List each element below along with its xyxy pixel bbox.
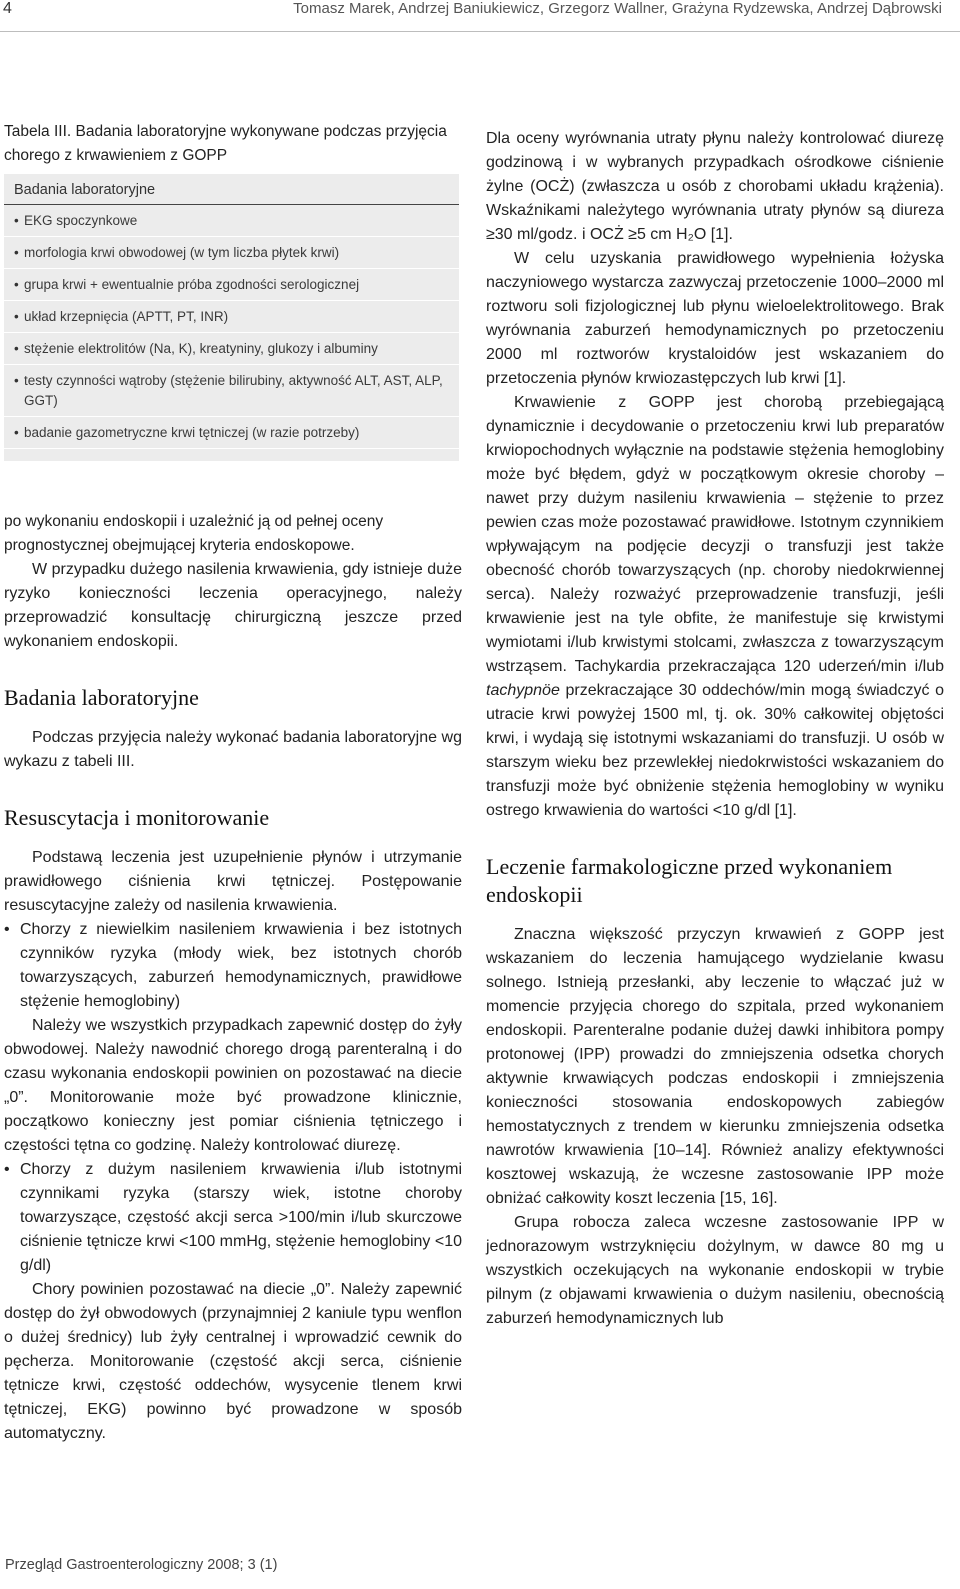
- paragraph: [486, 391, 944, 823]
- paragraph: Chory powinien pozostawać na diecie „0”. Należy zapewnić dostęp do żył obwodowych (przynajmniej 2 kaniule typu wenflon o dużej średnicy) lub żyły centralnej i wprowadzić cewnik do pęcherza. Monitorowanie (częstość akcji serca, ciśnienie tętnicze krwi, częstość oddechów, wysycenie tlenem krwi tętniczej, EKG) powinno być prowadzone w sposób automatyczny.: [4, 1281, 462, 1442]
- table-caption: Tabela III. Badania laboratoryjne wykonywane podczas przyjęcia chorego z krwawieniem z GOPP: [4, 123, 447, 164]
- right-column: [486, 127, 944, 1331]
- paragraph: W celu uzyskania prawidłowego wypełnienia łożyska naczyniowego wystarcza zazwyczaj przetoczenie 1000–2000 ml roztworu soli fizjologicznej lub płynu wieloelektrolitowego. Brak wyrównania zaburzeń hemodynamicznych po przetoczeniu 2000 ml roztworów krystaloidów jest wskazaniem do przetoczenia płynów krwiozastępczych lub krwi [1].: [486, 250, 944, 387]
- table-row: • testy czynności wątroby (stężenie bilirubiny, aktywność ALT, AST, ALP, GGT): [4, 365, 459, 417]
- paragraph: Znaczna większość przyczyn krwawień z GOPP jest wskazaniem do leczenia hamującego wydzielanie kwasu solnego. Istnieją przesłanki, aby leczenie to włączać już w momencie przyjęcia chorego do szpitala, przed wykonaniem endoskopii. Parenteralne podanie dużej dawki inhibitora pompy protonowej (IPP) prowadzi do zmniejszenia odsetka chorych aktywnie krwawiących podczas endoskopii i zmniejszenia konieczności stosowania endoskopowych zabiegów hemostatycznych z trendem w kierunku zmniejszenia odsetka nawrotów krwawienia [10–14]. Również analizy efektywności kosztowej wskazują, że wczesne zastosowanie IPP może obniżać całkowity koszt leczenia [15, 16].: [486, 926, 944, 1207]
- lab-tests-table: [4, 174, 459, 461]
- paragraph-text: Krwawienie z GOPP jest chorobą przebiegającą dynamicznie i decydowanie o przetoczeniu krwi lub preparatów krwiopochodnych wyłącznie na podstawie stężenia hemoglobiny może być błędem, gdyż w początkowym okresie choroby – nawet przy dużym nasileniu krwawienia – stężenie to przez pewien czas może pozostawać prawidłowe. Istotnym czynnikiem wpływającym na podjęcie decyzji o transfuzji jest także obecność chorób towarzyszących (np. choroby niedokrwiennej serca). Należy rozważyć przeprowadzenie transfuzji, jeśli krwawienie jest na tyle obfite, że manifestuje się krwistymi wymiotami i/lub krwistymi stolcami, zwłaszcza z towarzyszącym wstrząsem. Tachykardia przekraczająca 120 uderzeń/min i/lub: [486, 394, 944, 675]
- section-heading-pharmacological: Leczenie farmakologiczne przed wykonaniem endoskopii: [486, 854, 893, 907]
- left-column: [4, 120, 462, 1446]
- continued-paragraph: po wykonaniu endoskopii i uzależnić ją od pełnej oceny prognostycznej obejmującej kryteria endoskopowe.: [4, 513, 384, 554]
- table-heading: Badania laboratoryjne: [4, 174, 459, 205]
- header-rule: [0, 31, 960, 32]
- section-heading-lab-tests: Badania laboratoryjne: [4, 685, 199, 710]
- table-row: • morfologia krwi obwodowej (w tym liczba płytek krwi): [4, 237, 459, 269]
- running-header: [0, 0, 960, 34]
- journal-footer: Przegląd Gastroenterologiczny 2008; 3 (1): [5, 1557, 278, 1573]
- bullet-item: • Chorzy z niewielkim nasileniem krwawienia i bez istotnych czynników ryzyka (młody wiek, bez istotnych chorób towarzyszących, zaburzeń hemodynamicznych, prawidłowe stężenie hemoglobiny): [4, 918, 462, 1014]
- italic-term: tachypnöe: [486, 682, 560, 699]
- paragraph: Podczas przyjęcia należy wykonać badania laboratoryjne wg wykazu z tabeli III.: [4, 729, 462, 770]
- paragraph: Grupa robocza zaleca wczesne zastosowanie IPP w jednorazowym wstrzyknięciu dożylnym, w dawce 80 mg u wszystkich oczekujących na wykonanie endoskopii w trybie pilnym (z objawami krwawienia o dużym nasileniu, obecnością zaburzeń hemodynamicznych lub: [486, 1214, 944, 1327]
- page-number: 4: [3, 0, 12, 17]
- paragraph: Podstawą leczenia jest uzupełnienie płynów i utrzymanie prawidłowego ciśnienia krwi tętniczej. Postępowanie resuscytacyjne zależy od nasilenia krwawienia.: [4, 849, 462, 914]
- paragraph-text: przekraczające 30 oddechów/min mogą świadczyć o utracie krwi powyżej 1500 ml, tj. ok. 30% całkowitej objętości krwi, i wydają się istotnymi wskazaniami do transfuzji. U osób w starszym wieku bez przewlekłej niedokrwistości wskazaniem do transfuzji może być obniżenie stężenia hemoglobiny w wyniku ostrego krwawienia do wartości <10 g/dl [1].: [486, 682, 944, 819]
- paragraph: W przypadku dużego nasilenia krwawienia, gdy istnieje duże ryzyko konieczności leczenia operacyjnego, należy przeprowadzić konsultację chirurgiczną jeszcze przed wykonaniem endoskopii.: [4, 561, 462, 650]
- section-heading-resuscitation: Resuscytacja i monitorowanie: [4, 805, 270, 830]
- table-row: • grupa krwi + ewentualnie próba zgodności serologicznej: [4, 269, 459, 301]
- table-row: • EKG spoczynkowe: [4, 205, 459, 237]
- bullet-item: • Chorzy z dużym nasileniem krwawienia i/lub istotnymi czynnikami ryzyka (starszy wiek, istotne choroby towarzyszące, częstość akcji serca >100/min i/lub skurczowe ciśnienie tętnicze krwi <100 mmHg, stężenie hemoglobiny <10 g/dl): [4, 1158, 462, 1278]
- running-header-authors: Tomasz Marek, Andrzej Baniukiewicz, Grzegorz Wallner, Grażyna Rydzewska, Andrzej Dąbrowski: [293, 0, 942, 17]
- table-row: • układ krzepnięcia (APTT, PT, INR): [4, 301, 459, 333]
- paragraph: Należy we wszystkich przypadkach zapewnić dostęp do żyły obwodowej. Należy nawodnić chorego drogą parenteralną i do czasu wykonania endoskopii powinien on pozostawać na diecie „0”. Monitorowanie może być prowadzone klinicznie, początkowo konieczny jest pomiar ciśnienia tętniczego i częstości tętna co godzinę. Należy kontrolować diurezę.: [4, 1017, 462, 1154]
- table-row: • badanie gazometryczne krwi tętniczej (w razie potrzeby): [4, 417, 459, 449]
- paragraph: Dla oceny wyrównania utraty płynu należy kontrolować diurezę godzinową i w wybranych przypadkach ośrodkowe ciśnienie żylne (OCŻ) (zwłaszcza u osób z chorobami układu krążenia). Wskaźnikami należytego wyrównania utraty płynów są diureza ≥30 ml/godz. i OCŻ ≥5 cm H₂O [1].: [486, 130, 944, 243]
- table-row: • stężenie elektrolitów (Na, K), kreatyniny, glukozy i albuminy: [4, 333, 459, 365]
